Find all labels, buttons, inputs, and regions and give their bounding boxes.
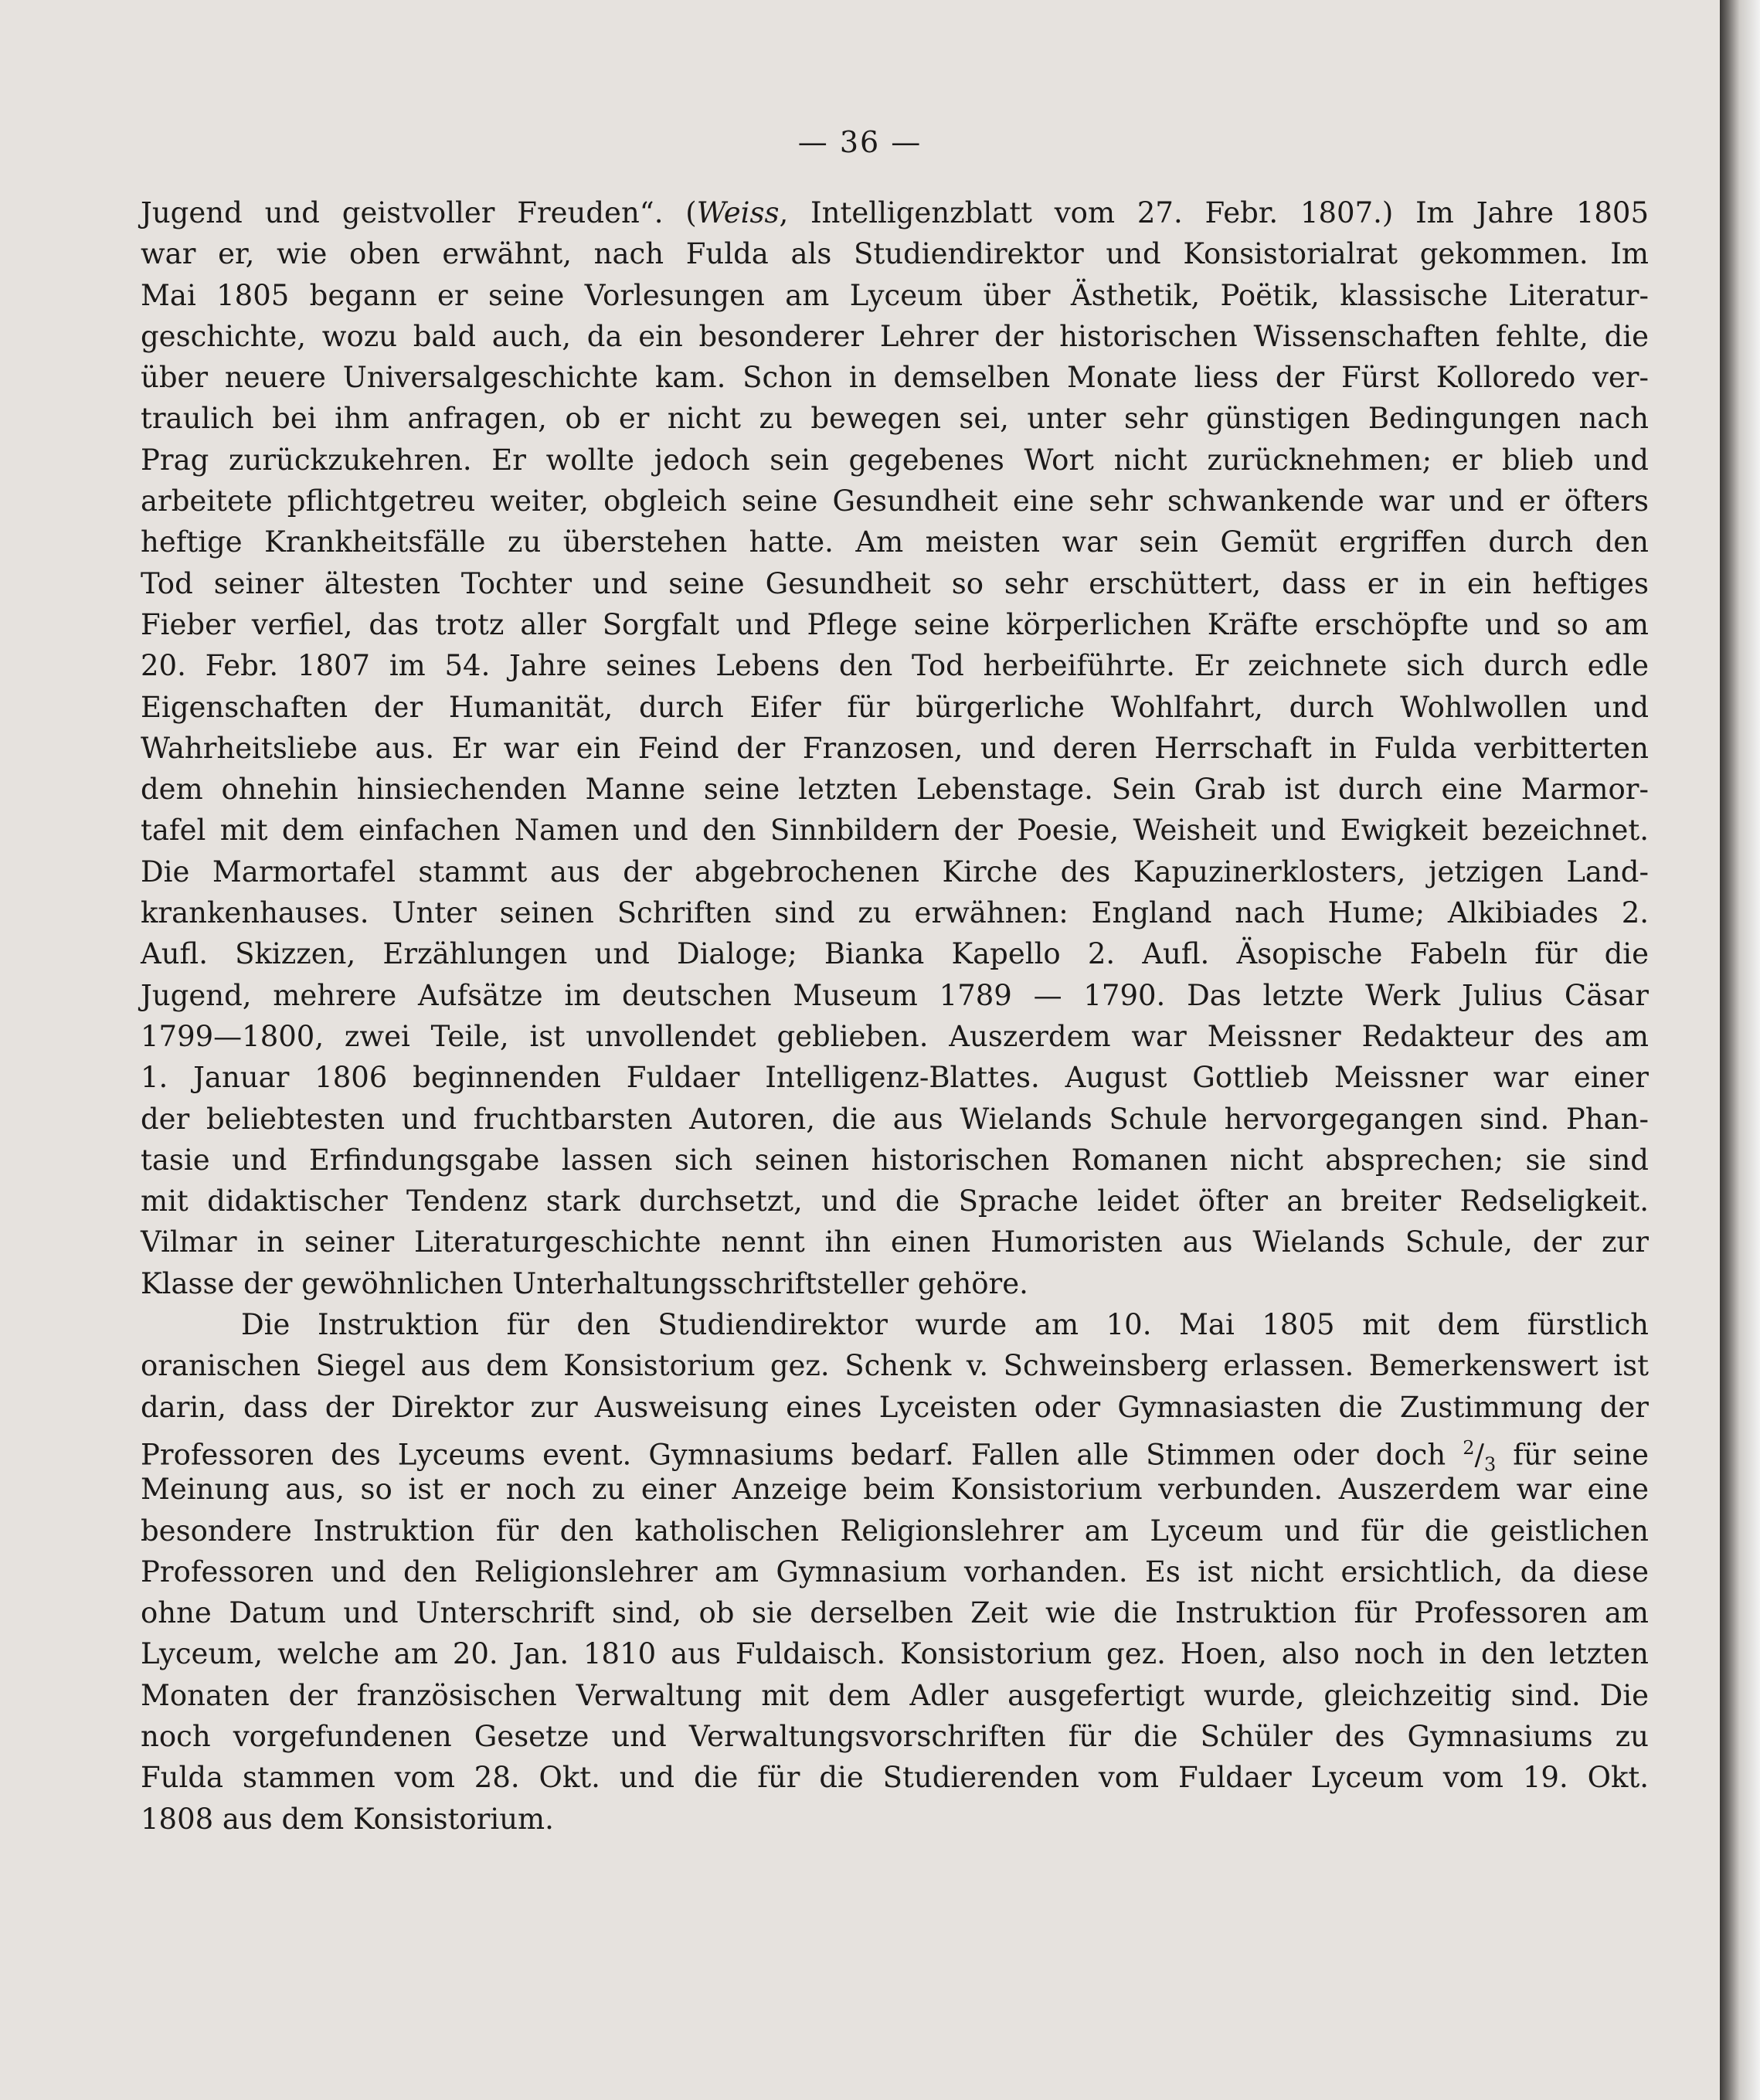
text-line bbox=[141, 1675, 1649, 1716]
text-segment: heftige Krankheitsfälle zu überstehen hatte. Am meisten war sein Gemüt ergriffen durch den bbox=[141, 525, 1649, 559]
text-line bbox=[141, 810, 1649, 851]
text-segment: Die Instruktion für den Studiendirektor wurde am 10. Mai 1805 mit dem fürstlich bbox=[241, 1308, 1649, 1342]
text-line bbox=[141, 1099, 1649, 1140]
text-segment: mit didaktischer Tendenz stark durchsetzt, und die Sprache leidet öfter an breiter Redseligkeit. bbox=[141, 1184, 1649, 1218]
text-line bbox=[141, 481, 1649, 522]
text-line bbox=[141, 1222, 1649, 1262]
text-line bbox=[141, 1016, 1649, 1057]
page-edge-shadow bbox=[1720, 0, 1760, 2100]
text-segment: war er, wie oben erwähnt, nach Fulda als Studiendirektor und Konsistorialrat gekommen. Im bbox=[141, 237, 1649, 271]
text-segment: Monaten der französischen Verwaltung mit dem Adler ausgefertigt wurde, gleichzeitig sind. Die bbox=[141, 1678, 1649, 1712]
text-line bbox=[141, 1345, 1649, 1386]
text-segment: dem ohnehin hinsiechenden Manne seine letzten Lebenstage. Sein Grab ist durch eine Marmor- bbox=[141, 773, 1649, 807]
text-segment: Professoren des Lyceums event. Gymnasiums bedarf. Fallen alle Stimmen oder doch bbox=[141, 1438, 1463, 1472]
text-segment: krankenhauses. Unter seinen Schriften sind zu erwähnen: England nach Hume; Alkibiades 2. bbox=[141, 896, 1649, 930]
text-line bbox=[141, 1757, 1649, 1798]
text-line bbox=[141, 1551, 1649, 1592]
text-line bbox=[141, 769, 1649, 810]
text-line bbox=[141, 192, 1649, 233]
text-line bbox=[141, 563, 1649, 604]
text-segment: Lyceum, welche am 20. Jan. 1810 aus Fuldaisch. Konsistorium gez. Hoen, also noch in den letzten bbox=[141, 1637, 1649, 1671]
text-line bbox=[141, 1387, 1649, 1428]
text-segment: Die Marmortafel stammt aus der abgebrochenen Kirche des Kapuzinerklosters, jetzigen Land- bbox=[141, 855, 1649, 889]
text-line bbox=[141, 1716, 1649, 1757]
text-segment: Mai 1805 begann er seine Vorlesungen am Lyceum über Ästhetik, Poëtik, klassische Literatur- bbox=[141, 278, 1649, 312]
text-line bbox=[141, 1304, 1649, 1345]
text-segment: Meinung aus, so ist er noch zu einer Anzeige beim Konsistorium verbunden. Auszerdem war eine bbox=[141, 1473, 1649, 1507]
text-line bbox=[141, 440, 1649, 481]
text-line bbox=[141, 728, 1649, 769]
text-segment: geschichte, wozu bald auch, da ein besonderer Lehrer der historischen Wissenschaften fehlte, die bbox=[141, 319, 1649, 353]
text-segment: 1808 aus dem Konsistorium. bbox=[141, 1802, 554, 1836]
text-segment: 1799—1800, zwei Teile, ist unvollendet geblieben. Auszerdem war Meissner Redakteur des am bbox=[141, 1019, 1649, 1053]
text-segment: 20. Febr. 1807 im 54. Jahre seines Lebens den Tod herbeiführte. Er zeichnete sich durch edle bbox=[141, 649, 1649, 683]
text-line bbox=[141, 1799, 1649, 1840]
text-segment: noch vorgefundenen Gesetze und Verwaltungsvorschriften für die Schüler des Gymnasiums zu bbox=[141, 1719, 1649, 1753]
page-number: — 36 — bbox=[797, 125, 922, 159]
text-line bbox=[141, 316, 1649, 357]
text-line bbox=[141, 233, 1649, 274]
text-line bbox=[141, 275, 1649, 316]
text-line bbox=[141, 933, 1649, 974]
text-segment: Aufl. Skizzen, Erzählungen und Dialoge; Bianka Kapello 2. Aufl. Äsopische Fabeln für die bbox=[141, 937, 1649, 971]
text-line bbox=[141, 604, 1649, 645]
text-segment: , Intelligenzblatt vom 27. Febr. 1807.) Im Jahre 1805 bbox=[779, 196, 1649, 229]
text-line bbox=[141, 1057, 1649, 1098]
text-line bbox=[141, 357, 1649, 398]
text-segment: für seine bbox=[1496, 1438, 1649, 1472]
text-line bbox=[141, 1140, 1649, 1181]
body-text bbox=[141, 192, 1649, 1840]
text-segment: oranischen Siegel aus dem Konsistorium gez. Schenk v. Schweinsberg erlassen. Bemerkenswert ist bbox=[141, 1349, 1649, 1383]
text-segment: Professoren und den Religionslehrer am Gymnasium vorhanden. Es ist nicht ersichtlich, da diese bbox=[141, 1555, 1649, 1589]
text-segment: über neuere Universalgeschichte kam. Schon in demselben Monate liess der Fürst Kolloredo ver- bbox=[141, 361, 1649, 395]
text-segment: Jugend und geistvoller Freuden“. ( bbox=[141, 196, 697, 229]
text-segment: ohne Datum und Unterschrift sind, ob sie derselben Zeit wie die Instruktion für Professoren am bbox=[141, 1596, 1649, 1630]
text-segment: Prag zurückzukehren. Er wollte jedoch sein gegebenes Wort nicht zurücknehmen; er blieb und bbox=[141, 443, 1649, 477]
text-line bbox=[141, 1263, 1649, 1304]
text-line bbox=[141, 645, 1649, 686]
text-segment: Tod seiner ältesten Tochter und seine Gesundheit so sehr erschüttert, dass er in ein heftiges bbox=[141, 566, 1649, 600]
text-segment: Wahrheitsliebe aus. Er war ein Feind der Franzosen, und deren Herrschaft in Fulda verbitterten bbox=[141, 731, 1649, 765]
text-segment: tafel mit dem einfachen Namen und den Sinnbildern der Poesie, Weisheit und Ewigkeit bezeichnet. bbox=[141, 814, 1649, 848]
text-line bbox=[141, 1181, 1649, 1222]
text-segment: tasie und Erfindungsgabe lassen sich seinen historischen Romanen nicht absprechen; sie sind bbox=[141, 1143, 1649, 1177]
text-line bbox=[141, 687, 1649, 728]
text-line bbox=[141, 1428, 1649, 1476]
text-line bbox=[141, 522, 1649, 562]
text-segment: Klasse der gewöhnlichen Unterhaltungsschriftsteller gehöre. bbox=[141, 1266, 1028, 1300]
text-line bbox=[141, 398, 1649, 439]
text-line bbox=[141, 1510, 1649, 1551]
text-segment: / bbox=[1474, 1438, 1484, 1472]
text-segment: Vilmar in seiner Literaturgeschichte nennt ihn einen Humoristen aus Wielands Schule, der zur bbox=[141, 1225, 1649, 1259]
text-segment: Eigenschaften der Humanität, durch Eifer für bürgerliche Wohlfahrt, durch Wohlwollen und bbox=[141, 690, 1649, 724]
text-line bbox=[141, 975, 1649, 1016]
paragraph bbox=[141, 1304, 1649, 1840]
text-segment: 1. Januar 1806 beginnenden Fuldaer Intelligenz-Blattes. August Gottlieb Meissner war einer bbox=[141, 1061, 1649, 1095]
text-segment: Weiss bbox=[696, 196, 780, 229]
text-segment: der beliebtesten und fruchtbarsten Autoren, die aus Wielands Schule hervorgegangen sind. Phan- bbox=[141, 1102, 1649, 1136]
text-line bbox=[141, 892, 1649, 933]
paragraph bbox=[141, 192, 1649, 1304]
text-line bbox=[141, 851, 1649, 892]
text-line bbox=[141, 1592, 1649, 1633]
text-segment: Fieber verfiel, das trotz aller Sorgfalt und Pflege seine körperlichen Kräfte erschöpfte und so am bbox=[141, 607, 1649, 641]
text-segment: arbeitete pflichtgetreu weiter, obgleich seine Gesundheit eine sehr schwankende war und er öfters bbox=[141, 484, 1649, 518]
text-line bbox=[141, 1469, 1649, 1510]
text-segment: darin, dass der Direktor zur Ausweisung eines Lyceisten oder Gymnasiasten die Zustimmung der bbox=[141, 1390, 1649, 1424]
text-segment: traulich bei ihm anfragen, ob er nicht zu bewegen sei, unter sehr günstigen Bedingungen nach bbox=[141, 402, 1649, 436]
text-segment: Fulda stammen vom 28. Okt. und die für die Studierenden vom Fuldaer Lyceum vom 19. Okt. bbox=[141, 1761, 1649, 1795]
text-segment: Jugend, mehrere Aufsätze im deutschen Museum 1789 — 1790. Das letzte Werk Julius Cäsar bbox=[141, 978, 1649, 1012]
text-segment: besondere Instruktion für den katholischen Religionslehrer am Lyceum und für die geistlichen bbox=[141, 1514, 1649, 1548]
text-segment: 2 bbox=[1463, 1436, 1475, 1459]
text-line bbox=[141, 1633, 1649, 1674]
text-segment: 3 bbox=[1483, 1453, 1497, 1476]
